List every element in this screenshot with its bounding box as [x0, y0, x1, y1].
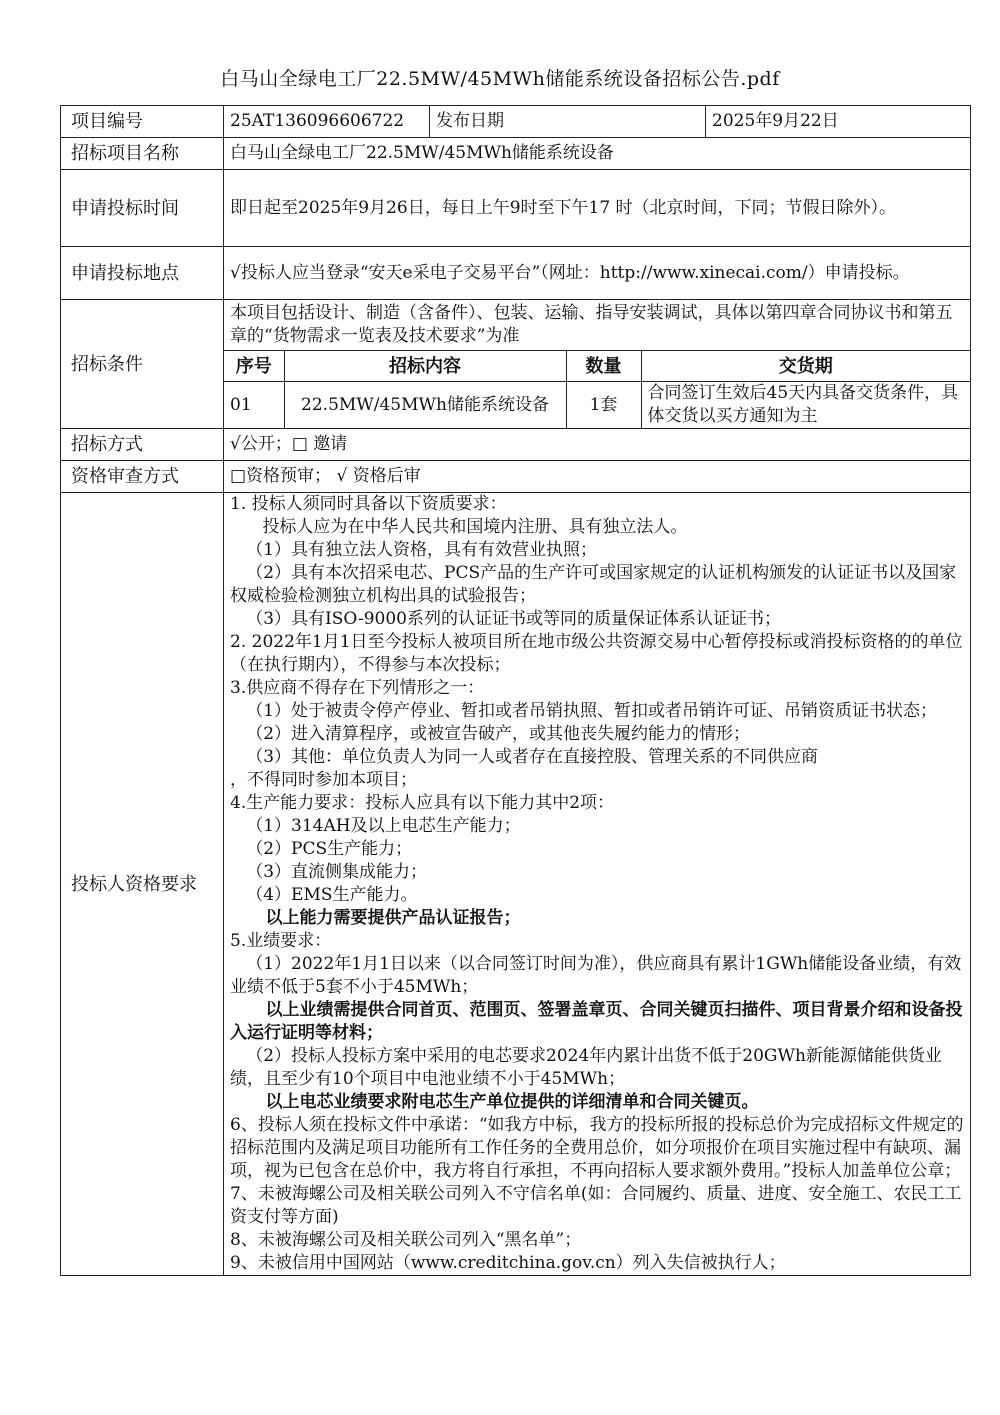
requirement-line: （4）EMS生产能力。 [230, 885, 418, 905]
requirement-line: 8、未被海螺公司及相关联公司列入“黑名单”； [230, 1230, 582, 1250]
requirement-line: 2. 2022年1月1日至今投标人被项目所在地市级公共资源交易中心暂停投标或消投标资格的的单位（在执行期内），不得参与本次投标； [230, 632, 963, 675]
requirement-line: （1）2022年1月1日以来（以合同签订时间为准），供应商具有累计1GWh储能设备业绩，有效业绩不低于5套不小于45MWh； [230, 954, 962, 997]
item-qty: 1套 [566, 382, 641, 429]
bidder-requirements-cell [224, 493, 971, 1276]
requirement-line: 9、未被信用中国网站（www.creditchina.gov.cn）列入失信被执行人； [230, 1253, 786, 1273]
requirement-line: 1. 投标人须同时具备以下资质要求： [230, 494, 507, 514]
bidder-requirements-row [61, 493, 971, 1276]
tender-method-value: √公开；□ 邀请 [224, 429, 971, 461]
tender-conditions-cell [224, 300, 971, 429]
bid-location-value: √投标人应当登录“安天e采电子交易平台”（网址：http://www.xinecai.com/）申请投标。 [224, 247, 971, 300]
table-row [224, 382, 970, 429]
requirement-line: 投标人应为在中华人民共和国境内注册、具有独立法人。 [230, 517, 688, 537]
item-delivery: 合同签订生效后45天内具备交货条件，具体交货以买方通知为主 [641, 382, 970, 429]
publish-date-value: 2025年9月22日 [706, 106, 971, 138]
tender-conditions-label: 招标条件 [61, 300, 224, 429]
col-header-qty: 数量 [566, 351, 641, 382]
col-header-content: 招标内容 [284, 351, 566, 382]
col-header-delivery: 交货期 [641, 351, 970, 382]
tender-items-header [224, 351, 970, 382]
document-title: 白马山全绿电工厂22.5MW/45MWh储能系统设备招标公告.pdf [220, 68, 780, 90]
requirements-list [230, 493, 964, 1275]
publish-date-label: 发布日期 [430, 106, 706, 138]
project-number-label: 项目编号 [61, 106, 224, 138]
requirement-line: （2）投标人投标方案中采用的电芯要求2024年内累计出货不低于20GWh新能源储能供货业绩，且至少有10个项目中电池业绩不小于45MWh； [230, 1046, 942, 1089]
bid-location-label: 申请投标地点 [61, 247, 224, 300]
tender-conditions-row [61, 300, 971, 429]
tender-method-label: 招标方式 [61, 429, 224, 461]
bid-time-label: 申请投标时间 [61, 170, 224, 247]
project-number-row [61, 106, 971, 138]
requirement-line: 以上能力需要提供产品认证报告； [230, 908, 521, 928]
project-number-value: 25AT136096606722 [224, 106, 430, 138]
bid-time-value: 即日起至2025年9月26日，每日上午9时至下午17 时（北京时间，下同；节假日除外）。 [224, 170, 971, 247]
requirement-line: （3）其他：单位负责人为同一人或者存在直接控股、管理关系的不同供应商 [230, 747, 819, 767]
project-name-label: 招标项目名称 [61, 138, 224, 170]
item-no: 01 [224, 382, 284, 429]
qualification-review-value: □资格预审； √ 资格后审 [224, 461, 971, 493]
qualification-review-row [61, 461, 971, 493]
requirement-line: 6、投标人须在投标文件中承诺：“如我方中标，我方的投标所报的投标总价为完成招标文件规定的招标范围内及满足项目功能所有工作任务的全费用总价，如分项报价在项目实施过程中有缺项、漏项，视为已包含在总价中，我方将自行承担，不再向招标人要求额外费用。”投标人加盖单位公章； [230, 1115, 964, 1181]
requirement-line: 3.供应商不得存在下列情形之一： [230, 678, 485, 698]
requirement-line: （1）处于被责令停产停业、暂扣或者吊销执照、暂扣或者吊销许可证、吊销资质证书状态； [230, 701, 938, 721]
requirement-line: （3）直流侧集成能力； [230, 862, 428, 882]
requirement-line: （2）PCS生产能力； [230, 839, 413, 859]
project-name-value: 白马山全绿电工厂22.5MW/45MWh储能系统设备 [224, 138, 971, 170]
requirement-line: 以上业绩需提供合同首页、范围页、签署盖章页、合同关键页扫描件、项目背景介绍和设备投入运行证明等材料； [230, 1000, 963, 1043]
bidder-requirements-label: 投标人资格要求 [61, 493, 224, 1276]
item-content: 22.5MW/45MWh储能系统设备 [284, 382, 566, 429]
bid-location-row [61, 247, 971, 300]
tender-method-row [61, 429, 971, 461]
requirement-line: （3）具有ISO-9000系列的认证证书或等同的质量保证体系认证证书； [230, 609, 781, 629]
requirement-line: 以上电芯业绩要求附电芯生产单位提供的详细清单和合同关键页。 [230, 1092, 759, 1112]
tender-items-table [224, 350, 970, 428]
requirement-line: 4.生产能力要求：投标人应具有以下能力其中2项： [230, 793, 615, 813]
col-header-no: 序号 [224, 351, 284, 382]
bid-time-row [61, 170, 971, 247]
requirement-line: （1）具有独立法人资格，具有有效营业执照； [230, 540, 598, 560]
announcement-table [60, 105, 971, 1276]
requirement-line: （1）314AH及以上电芯生产能力； [230, 816, 521, 836]
requirement-line: （2）进入清算程序，或被宣告破产，或其他丧失履约能力的情形； [230, 724, 751, 744]
qualification-review-label: 资格审查方式 [61, 461, 224, 493]
requirement-line: （2）具有本次招采电芯、PCS产品的生产许可或国家规定的认证机构颁发的认证证书以及国家权威检验检测独立机构出具的试验报告； [230, 563, 957, 606]
requirement-line: 7、未被海螺公司及相关联公司列入不守信名单(如：合同履约、质量、进度、安全施工、农民工工资支付等方面) [230, 1184, 962, 1227]
requirement-line: 5.业绩要求： [230, 931, 332, 951]
project-name-row [61, 138, 971, 170]
requirement-line: ，不得同时参加本项目； [230, 770, 417, 790]
tender-conditions-description: 本项目包括设计、制造（含备件）、包装、运输、指导安装调试，具体以第四章合同协议书和第五章的“货物需求一览表及技术要求”为准 [230, 303, 953, 346]
